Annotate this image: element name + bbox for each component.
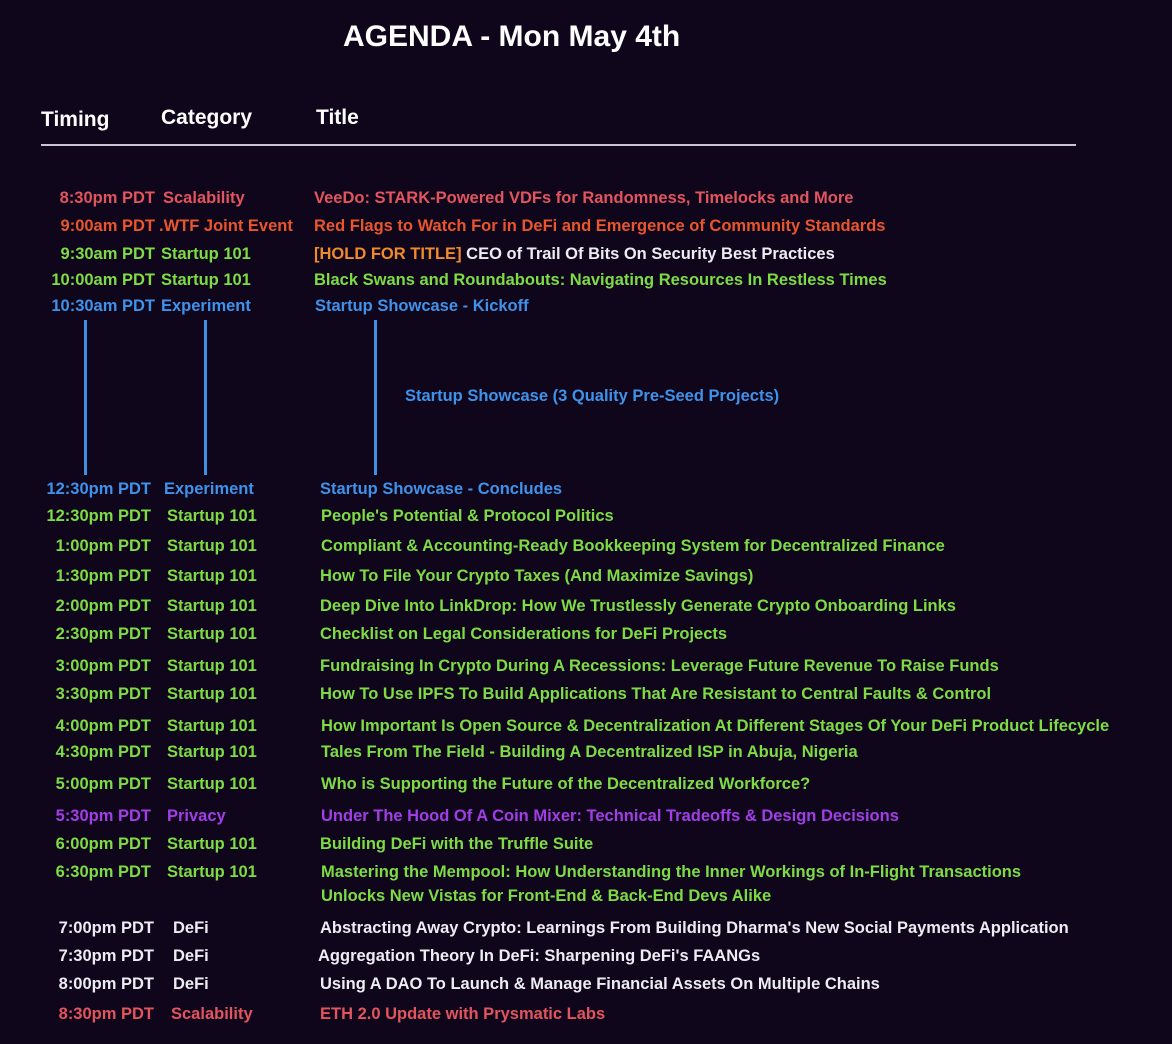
row-title: How To File Your Crypto Taxes (And Maximize Savings) xyxy=(320,567,754,585)
row-time: 9:00am PDT xyxy=(60,217,155,235)
row-title: Building DeFi with the Truffle Suite xyxy=(320,835,594,853)
agenda-row xyxy=(0,595,1172,617)
row-time: 3:00pm PDT xyxy=(55,657,151,675)
row-title: ETH 2.0 Update with Prysmatic Labs xyxy=(320,1005,606,1023)
row-time: 1:00pm PDT xyxy=(55,537,151,555)
row-time: 4:30pm PDT xyxy=(55,743,151,761)
row-time: 8:30pm PDT xyxy=(59,189,155,207)
row-category: Experiment xyxy=(164,480,254,498)
row-time: 5:00pm PDT xyxy=(55,775,151,793)
row-title: Compliant & Accounting-Ready Bookkeeping System for Decentralized Finance xyxy=(321,537,945,555)
row-category: Experiment xyxy=(161,297,251,315)
row-category: Startup 101 xyxy=(167,743,257,761)
row-category: Startup 101 xyxy=(167,625,257,643)
agenda-row xyxy=(0,773,1172,795)
showcase-note: Startup Showcase (3 Quality Pre-Seed Projects) xyxy=(405,387,780,405)
agenda-row xyxy=(0,623,1172,645)
row-category: Startup 101 xyxy=(167,567,257,585)
showcase-timing-line xyxy=(84,320,87,475)
header-title: Title xyxy=(316,106,359,129)
agenda-row xyxy=(0,805,1172,827)
row-title: Deep Dive Into LinkDrop: How We Trustlessly Generate Crypto Onboarding Links xyxy=(320,597,956,615)
showcase-category-line xyxy=(204,320,207,475)
row-title: Checklist on Legal Considerations for DeFi Projects xyxy=(320,625,728,643)
row-time: 3:30pm PDT xyxy=(55,685,151,703)
row-title: VeeDo: STARK-Powered VDFs for Randomness, Timelocks and More xyxy=(314,189,854,207)
header-divider xyxy=(41,144,1076,146)
row-time: 12:30pm PDT xyxy=(46,507,151,525)
header-timing: Timing xyxy=(41,108,110,131)
row-title-prefix: [HOLD FOR TITLE] xyxy=(314,245,462,263)
agenda-row xyxy=(0,655,1172,677)
row-category: .WTF Joint Event xyxy=(159,217,293,235)
agenda-row xyxy=(0,715,1172,737)
row-category: Privacy xyxy=(167,807,226,825)
row-category: Startup 101 xyxy=(167,863,257,881)
row-title-main: CEO of Trail Of Bits On Security Best Practices xyxy=(466,245,835,263)
row-category: Scalability xyxy=(171,1005,253,1023)
row-title: Fundraising In Crypto During A Recessions: Leverage Future Revenue To Raise Funds xyxy=(320,657,999,675)
row-time: 8:30pm PDT xyxy=(58,1005,154,1023)
row-title: Under The Hood Of A Coin Mixer: Technical Tradeoffs & Design Decisions xyxy=(321,807,899,825)
agenda-row xyxy=(0,973,1172,995)
row-time: 1:30pm PDT xyxy=(55,567,151,585)
agenda-row xyxy=(0,683,1172,705)
row-time: 7:30pm PDT xyxy=(58,947,154,965)
row-time: 10:30am PDT xyxy=(51,297,155,315)
row-category: Startup 101 xyxy=(167,685,257,703)
row-title: Aggregation Theory In DeFi: Sharpening DeFi's FAANGs xyxy=(318,947,761,965)
row-title: Black Swans and Roundabouts: Navigating Resources In Restless Times xyxy=(314,271,887,289)
row-category: Startup 101 xyxy=(161,271,251,289)
agenda-row xyxy=(0,505,1172,527)
header-category: Category xyxy=(161,106,253,129)
row-category: DeFi xyxy=(173,975,209,993)
agenda-row xyxy=(0,478,1172,500)
row-category: Startup 101 xyxy=(161,245,251,263)
row-category: DeFi xyxy=(173,919,209,937)
row-category: Startup 101 xyxy=(167,537,257,555)
agenda-row xyxy=(0,861,1172,905)
agenda-row xyxy=(0,565,1172,587)
agenda-row xyxy=(0,945,1172,967)
row-category: Startup 101 xyxy=(167,835,257,853)
agenda-row xyxy=(0,295,1172,317)
agenda-row xyxy=(0,917,1172,939)
row-title: Mastering the Mempool: How Understanding the Inner Workings of In-Flight Transactions xyxy=(321,863,1022,881)
row-title: Using A DAO To Launch & Manage Financial Assets On Multiple Chains xyxy=(320,975,880,993)
row-title: Who is Supporting the Future of the Decentralized Workforce? xyxy=(321,775,811,793)
row-time: 6:00pm PDT xyxy=(55,835,151,853)
row-category: Startup 101 xyxy=(167,507,257,525)
row-title: How Important Is Open Source & Decentralization At Different Stages Of Your DeFi Product Lifecycle xyxy=(321,717,1110,735)
agenda-row xyxy=(0,833,1172,855)
agenda-row xyxy=(0,535,1172,557)
row-category: DeFi xyxy=(173,947,209,965)
row-title-line2: Unlocks New Vistas for Front-End & Back-End Devs Alike xyxy=(321,887,772,905)
row-title: Startup Showcase - Concludes xyxy=(320,480,563,498)
row-category: Startup 101 xyxy=(167,657,257,675)
row-time: 8:00pm PDT xyxy=(58,975,154,993)
row-title: Startup Showcase - Kickoff xyxy=(315,297,529,315)
row-time: 9:30am PDT xyxy=(60,245,155,263)
agenda-row xyxy=(0,1003,1172,1025)
agenda-row xyxy=(0,269,1172,291)
row-title: Abstracting Away Crypto: Learnings From Building Dharma's New Social Payments Application xyxy=(320,919,1069,937)
row-time: 5:30pm PDT xyxy=(55,807,151,825)
agenda-row xyxy=(0,187,1172,209)
row-time: 7:00pm PDT xyxy=(58,919,154,937)
row-category: Startup 101 xyxy=(167,597,257,615)
row-title xyxy=(314,243,835,265)
row-category: Scalability xyxy=(163,189,245,207)
agenda-row xyxy=(0,243,1172,265)
showcase-title-line xyxy=(374,320,377,475)
agenda-row xyxy=(0,215,1172,237)
row-time: 6:30pm PDT xyxy=(55,863,151,881)
row-title: Tales From The Field - Building A Decentralized ISP in Abuja, Nigeria xyxy=(321,743,858,761)
row-title: Red Flags to Watch For in DeFi and Emergence of Community Standards xyxy=(314,217,886,235)
agenda-row xyxy=(0,741,1172,763)
row-title: How To Use IPFS To Build Applications That Are Resistant to Central Faults & Control xyxy=(320,685,992,703)
row-time: 12:30pm PDT xyxy=(46,480,151,498)
row-time: 10:00am PDT xyxy=(51,271,155,289)
row-category: Startup 101 xyxy=(167,775,257,793)
row-time: 4:00pm PDT xyxy=(55,717,151,735)
row-title: People's Potential & Protocol Politics xyxy=(321,507,614,525)
row-category: Startup 101 xyxy=(167,717,257,735)
page-title: AGENDA - Mon May 4th xyxy=(343,20,681,53)
row-time: 2:00pm PDT xyxy=(55,597,151,615)
row-time: 2:30pm PDT xyxy=(55,625,151,643)
